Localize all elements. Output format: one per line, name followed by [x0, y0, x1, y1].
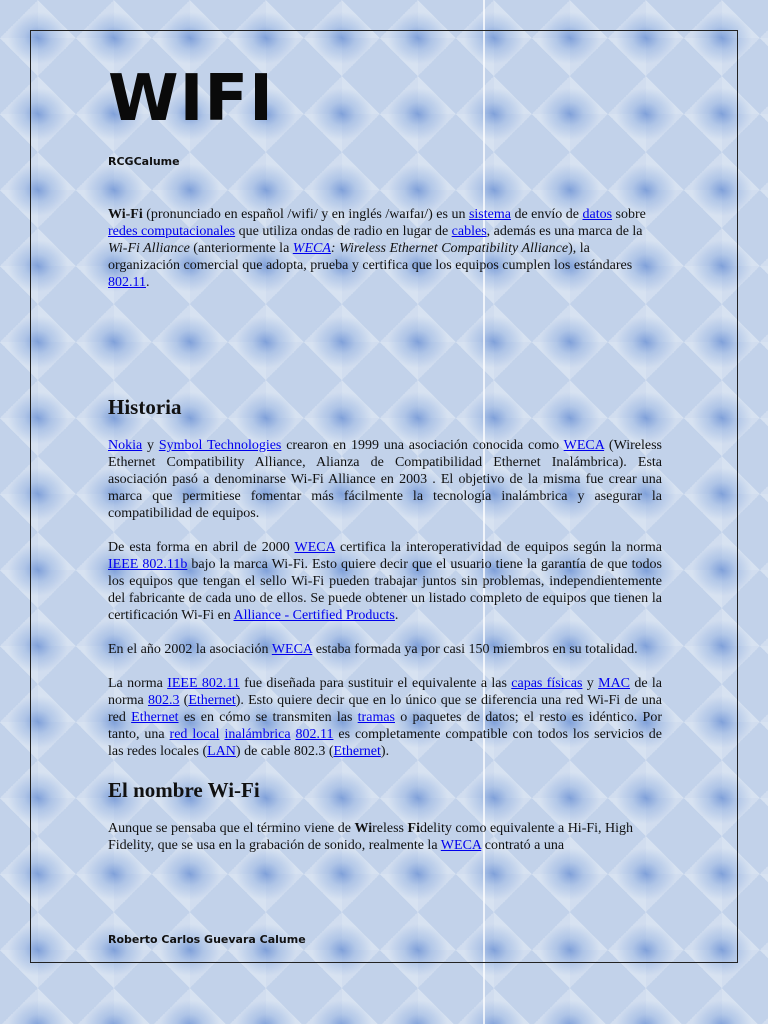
italic-wifi-alliance: Wi-Fi Alliance [108, 241, 190, 256]
historia-paragraph-4 [108, 675, 662, 760]
link-nokia[interactable]: Nokia [108, 438, 143, 453]
text-run: La norma [108, 676, 168, 691]
link-symbol-technologies[interactable]: Symbol Technologies [158, 438, 282, 453]
italic-weca-expansion: : Wireless Ethernet Compatibility Alliance [330, 241, 569, 256]
text-run: , además es una marca de la [486, 224, 643, 239]
text-run: crearon en 1999 una asociación conocida como [281, 438, 564, 453]
heading-nombre-wifi: El nombre Wi-Fi [108, 778, 260, 802]
header-author: RCGCalume [108, 155, 180, 168]
text-run: reless [372, 821, 408, 836]
link-ieee-80211b[interactable]: IEEE 802.11b [108, 557, 188, 572]
text-run: sobre [612, 207, 646, 222]
intro-bold-term: Wi-Fi [108, 207, 143, 222]
text-run: . [145, 275, 150, 290]
text-run: certifica la interoperatividad de equipos según la norma [334, 540, 662, 555]
text-run: ). Esto quiere decir que en lo único que se diferencia una red Wi-Fi de una red [108, 693, 663, 725]
link-weca[interactable]: WECA [440, 838, 482, 853]
document-body [108, 206, 662, 854]
link-mac[interactable]: MAC [598, 676, 631, 691]
text-run: fue diseñada para sustituir el equivalente a las [239, 676, 512, 691]
text-run: de la norma [108, 676, 663, 708]
link-weca[interactable]: WECA [271, 642, 313, 657]
link-capas-fisicas[interactable]: capas físicas [511, 676, 583, 691]
link-weca[interactable]: WECA [294, 540, 335, 555]
nombre-paragraph-1 [108, 820, 662, 854]
text-run: ). [380, 744, 390, 759]
link-redes-computacionales[interactable]: redes computacionales [108, 224, 236, 239]
intro-paragraph [108, 206, 662, 291]
text-run: contrató a una [481, 838, 565, 853]
text-run: o paquetes de datos; el resto es idéntico. Por tanto, una [108, 710, 662, 742]
text-run: (anteriormente la [189, 241, 293, 256]
link-ethernet[interactable]: Ethernet [188, 693, 236, 708]
link-red-local[interactable]: red local [169, 727, 220, 742]
text-run: es completamente compatible con todos los servicios de las redes locales ( [108, 727, 663, 759]
document-page [30, 30, 738, 963]
text-run: (Wireless Ethernet Compatibility Alliance, Alianza de Compatibilidad Ethernet Inalámbrica). Esta asociación pasó a denominarse Wi-Fi Alliance en 2003 . El objetivo de la misma fue crear una marca que permitiese fomentar más fácilmente la tecnología inalámbrica y asegurar la compatibilidad de equipos. [108, 438, 662, 521]
text-run: de envío de [510, 207, 583, 222]
text-run: ) de cable 802.3 ( [235, 744, 334, 759]
historia-paragraph-3 [108, 641, 662, 658]
link-sistema[interactable]: sistema [468, 207, 511, 222]
text-run: ( [179, 693, 189, 708]
link-tramas[interactable]: tramas [357, 710, 395, 725]
text-run: que utiliza ondas de radio en lugar de [235, 224, 452, 239]
link-8023[interactable]: 802.3 [147, 693, 180, 708]
link-ethernet[interactable]: Ethernet [333, 744, 381, 759]
text-run: bajo la marca Wi-Fi. Esto quiere decir que el usuario tiene la garantía de que todos los equipos que tengan el sello Wi-Fi pueden trabajar juntos sin problemas, independientemente del fabricante de cada uno de ellos. Se puede obtener un listado completo de equipos que tienen la certificación Wi-Fi en [108, 557, 662, 623]
document-title: WIFI [108, 62, 274, 136]
bold-run: Fi [407, 821, 420, 836]
link-80211[interactable]: 802.11 [108, 275, 146, 290]
heading-historia: Historia [108, 395, 182, 419]
text-run: y [142, 438, 159, 453]
link-inalambrica[interactable]: inalámbrica [224, 727, 291, 742]
text-run: En el año 2002 la asociación [108, 642, 272, 657]
text-run: y [582, 676, 599, 691]
historia-paragraph-2 [108, 539, 662, 624]
text-run: estaba formada ya por casi 150 miembros en su totalidad. [312, 642, 638, 657]
text-run: De esta forma en abril de 2000 [108, 540, 295, 555]
text-run: (pronunciado en español /wifi/ y en inglés /waɪfaɪ/) es un [142, 207, 469, 222]
link-cables[interactable]: cables [451, 224, 487, 239]
text-run: es en cómo se transmiten las [178, 710, 358, 725]
link-ethernet[interactable]: Ethernet [131, 710, 179, 725]
text-run: delity como equivalente a Hi-Fi, High Fidelity, que se usa en la grabación de sonido, realmente la [108, 821, 634, 853]
historia-paragraph-1 [108, 437, 662, 522]
text-run: ), la organización comercial que adopta, prueba y certifica que los equipos cumplen los estándares [108, 241, 633, 273]
footer-author: Roberto Carlos Guevara Calume [108, 933, 306, 946]
link-80211[interactable]: 802.11 [295, 727, 334, 742]
link-datos[interactable]: datos [582, 207, 613, 222]
link-weca[interactable]: WECA [292, 241, 331, 256]
text-run: . [394, 608, 399, 623]
link-lan[interactable]: LAN [207, 744, 236, 759]
link-ieee-80211[interactable]: IEEE 802.11 [167, 676, 240, 691]
link-alliance-certified-products[interactable]: Alliance - Certified Products [233, 608, 395, 623]
bold-run: Wi [354, 821, 373, 836]
text-run: Aunque se pensaba que el término viene de [108, 821, 355, 836]
link-weca[interactable]: WECA [563, 438, 605, 453]
